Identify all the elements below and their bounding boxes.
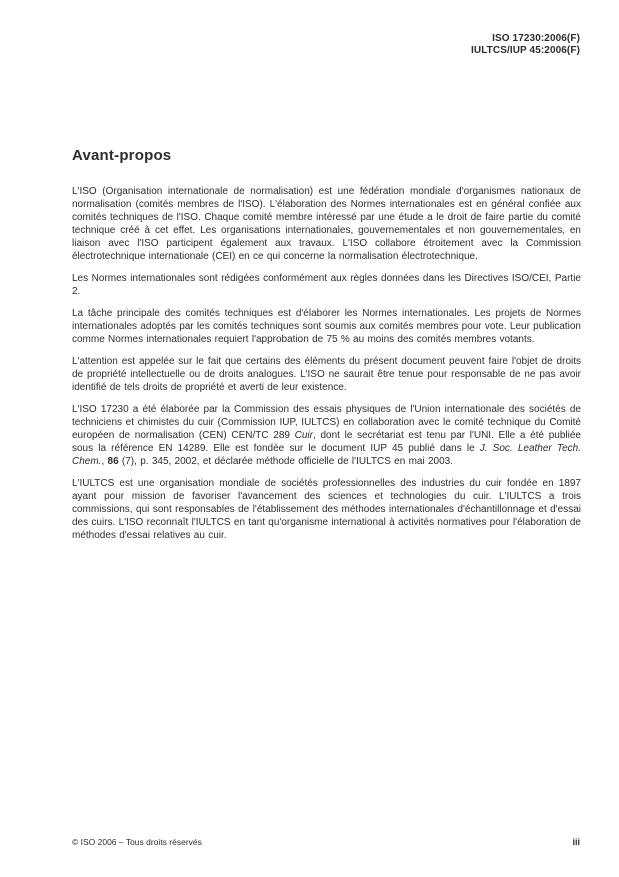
page-title: Avant-propos: [72, 147, 172, 164]
text-run-italic-journal: J. Soc. Leather Tech. Chem.: [72, 443, 581, 467]
doc-ref-iso: ISO 17230:2006(F): [492, 33, 580, 44]
page-number: iii: [572, 837, 580, 847]
footer-copyright: © ISO 2006 – Tous droits réservés: [72, 837, 202, 847]
page-footer: [72, 837, 580, 848]
foreword-section: [72, 148, 581, 551]
text-run-bold-volume: 86: [107, 456, 119, 467]
paragraph-iultcs-organisation: L'IULTCS est une organisation mondiale de sociétés professionnelles des industries du cuir fondée en 1897 ayant pour mission de favoriser l'avancement des sciences et technologies du cuir. L'IULTCS a trois commissions, qui sont responsables de l'établissement des méthodes internationales d'échantillonnage et d'essai des cuirs. L'ISO reconnaît l'IULTCS en tant qu'organisme international à activités normatives pour l'élaboration de méthodes d'essai relatives au cuir.: [72, 478, 581, 541]
text-run: , dont le secrétariat est tenu par l'UNI. Elle a été publiée sous la référence EN 14289. Elle est fondée sur le document IUP 45 publié dans le: [72, 430, 581, 454]
text-run: (7), p. 345, 2002, et déclarée méthode officielle de l'IULTCS en mai 2003.: [118, 456, 453, 467]
text-run: ,: [101, 456, 108, 467]
doc-ref-iultcs: IULTCS/IUP 45:2006(F): [471, 45, 580, 56]
paragraph-directives: Les Normes internationales sont rédigées conformément aux règles données dans les Directives ISO/CEI, Partie 2.: [72, 273, 581, 297]
paragraph-comites-vote: La tâche principale des comités techniques est d'élaborer les Normes internationales. Les projets de Normes internationales adoptés par les comités techniques sont soumis aux comités membres pour vote. Leur publication comme Normes internationales requiert l'approbation de 75 % au moins des comités membres votants.: [72, 308, 581, 345]
text-run-italic: Cuir: [294, 430, 313, 441]
paragraph-propriete-intellectuelle: L'attention est appelée sur le fait que certains des éléments du présent document peuvent faire l'objet de droits de propriété intellectuelle ou de droits analogues. L'ISO ne saurait être tenue pour responsable de ne pas avoir identifié de tels droits de propriété et averti de leur existence.: [72, 356, 581, 393]
text-run: L'ISO 17230 a été élaborée par la Commission des essais physiques de l'Union internationale des sociétés de techniciens et chimistes du cuir (Commission IUP, IULTCS) en collaboration avec le comité technique du Comité européen de normalisation (CEN) CEN/TC 289: [72, 404, 581, 441]
document-reference-header: [471, 33, 580, 57]
paragraph-elaboration-iso-17230: [72, 403, 581, 468]
paragraph-iso-federation: L'ISO (Organisation internationale de normalisation) est une fédération mondiale d'organismes nationaux de normalisation (comités membres de l'ISO). L'élaboration des Normes internationales est en général confiée aux comités techniques de l'ISO. Chaque comité membre intéressé par une étude a le droit de faire partie du comité technique créé à cet effet. Les organisations internationales, gouvernementales et non gouvernementales, en liaison avec l'ISO participent également aux travaux. L'ISO collabore étroitement avec la Commission électrotechnique internationale (CEI) en ce qui concerne la normalisation électrotechnique.: [72, 186, 581, 262]
